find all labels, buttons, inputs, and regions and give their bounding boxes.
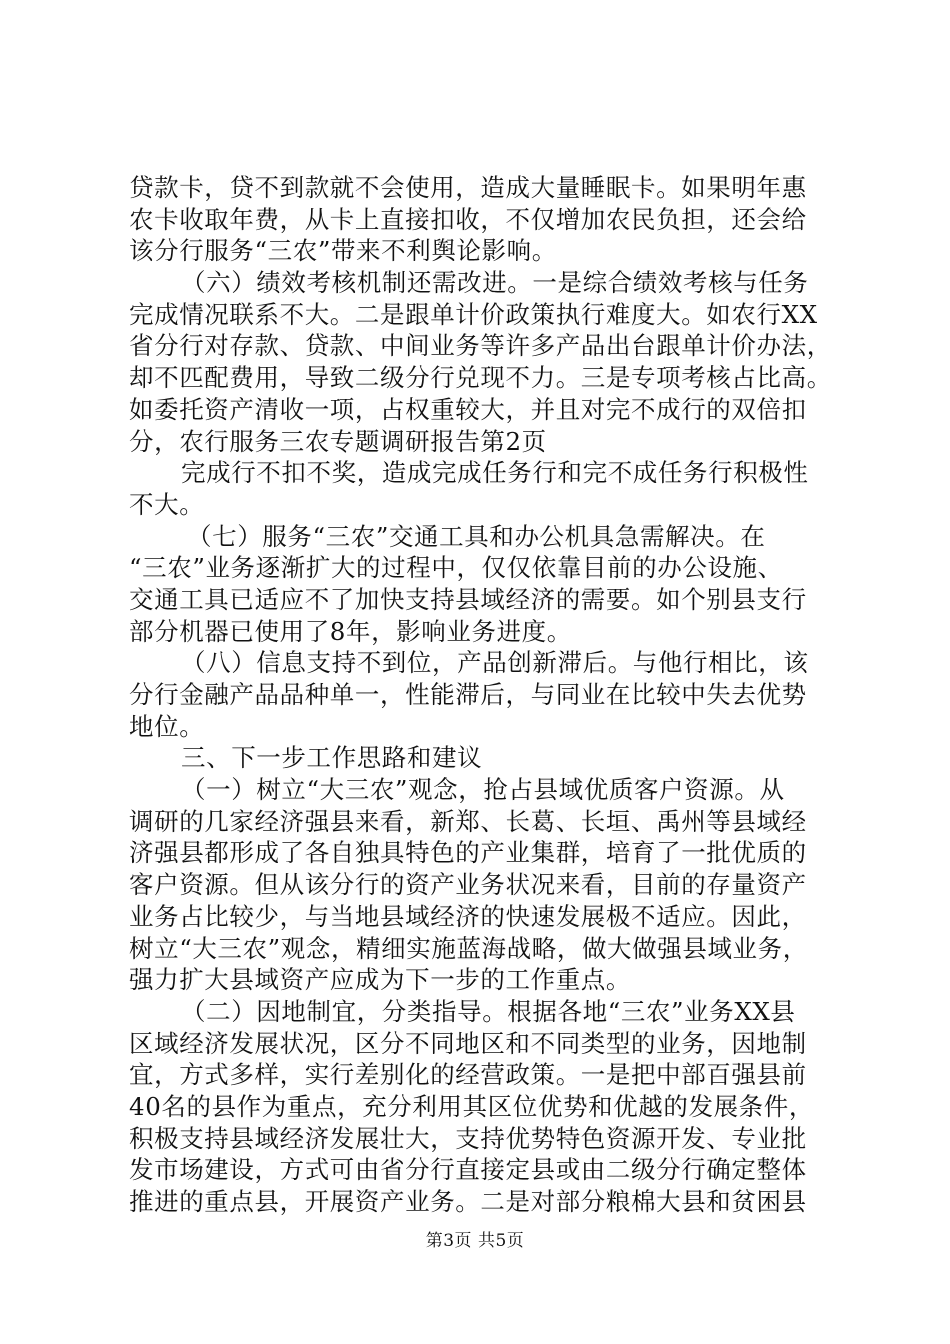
text-line: 积极支持县域经济发展壮大，支持优势特色资源开发、专业批 — [129, 1123, 807, 1153]
text-line: 济强县都形成了各自独具特色的产业集群，培育了一批优质的 — [129, 838, 807, 868]
text-line: 分行金融产品品种单一，性能滞后，与同业在比较中失去优势 — [129, 680, 807, 709]
text-line: 不大。 — [129, 489, 205, 519]
text-line: 业务占比较少，与当地县域经济的快速发展极不适应。因此， — [129, 901, 807, 931]
text-line: 省分行对存款、贷款、中间业务等许多产品出台跟单计价办法， — [129, 331, 832, 361]
text-line: 完成行不扣不奖，造成完成任务行和完不成任务行积极性 — [181, 458, 809, 488]
text-line: 农卡收取年费，从卡上直接扣收，不仅增加农民负担，还会给 — [129, 204, 807, 234]
text-line: 三、下一步工作思路和建议 — [181, 743, 483, 773]
text-line: 强力扩大县域资产应成为下一步的工作重点。 — [129, 965, 631, 995]
document-body — [129, 172, 841, 1218]
text-line: 却不匹配费用，导致二级分行兑现不力。三是专项考核占比高。 — [129, 363, 832, 393]
text-line: （一）树立“大三农”观念，抢占县域优质客户资源。从 — [181, 775, 785, 805]
text-line: 分，农行服务三农专题调研报告第2页 — [129, 426, 547, 456]
text-line: 部分机器已使用了8年，影响业务进度。 — [129, 616, 572, 646]
text-line: 地位。 — [129, 711, 205, 741]
text-line: （八）信息支持不到位，产品创新滞后。与他行相比，该 — [181, 648, 809, 678]
text-line: （七）服务“三农”交通工具和办公机具急需解决。在 — [187, 521, 766, 551]
text-line: 发市场建设，方式可由省分行直接定县或由二级分行确定整体 — [129, 1155, 807, 1185]
text-line: “三农”业务逐渐扩大的过程中，仅仅依靠目前的办公设施、 — [129, 553, 783, 583]
text-line: 交通工具已适应不了加快支持县域经济的需要。如个别县支行 — [129, 584, 807, 614]
text-line: 推进的重点县，开展资产业务。二是对部分粮棉大县和贫困县 — [129, 1187, 807, 1216]
text-line: 如委托资产清收一项，占权重较大，并且对完不成行的双倍扣 — [129, 394, 807, 424]
text-line: 贷款卡，贷不到款就不会使用，造成大量睡眠卡。如果明年惠 — [129, 173, 807, 202]
text-line: 该分行服务“三农”带来不利舆论影响。 — [129, 236, 557, 266]
text-line: 客户资源。但从该分行的资产业务状况来看，目前的存量资产 — [129, 870, 807, 900]
text-line: 40名的县作为重点，充分利用其区位优势和优越的发展条件， — [129, 1091, 814, 1121]
text-line: 宜，方式多样，实行差别化的经营政策。一是把中部百强县前 — [129, 1060, 807, 1090]
text-line: 树立“大三农”观念，精细实施蓝海战略，做大做强县域业务， — [129, 933, 808, 963]
text-line: 区域经济发展状况，区分不同地区和不同类型的业务，因地制 — [129, 1028, 807, 1058]
text-line: 调研的几家经济强县来看，新郑、长葛、长垣、禹州等县域经 — [129, 806, 807, 836]
text-line: 完成情况联系不大。二是跟单计价政策执行难度大。如农行XX — [129, 299, 818, 329]
page-footer: 第3页 共5页 — [425, 1231, 525, 1251]
text-line: （二）因地制宜，分类指导。根据各地“三农”业务XX县 — [181, 996, 796, 1026]
text-line: （六）绩效考核机制还需改进。一是综合绩效考核与任务 — [181, 268, 809, 298]
